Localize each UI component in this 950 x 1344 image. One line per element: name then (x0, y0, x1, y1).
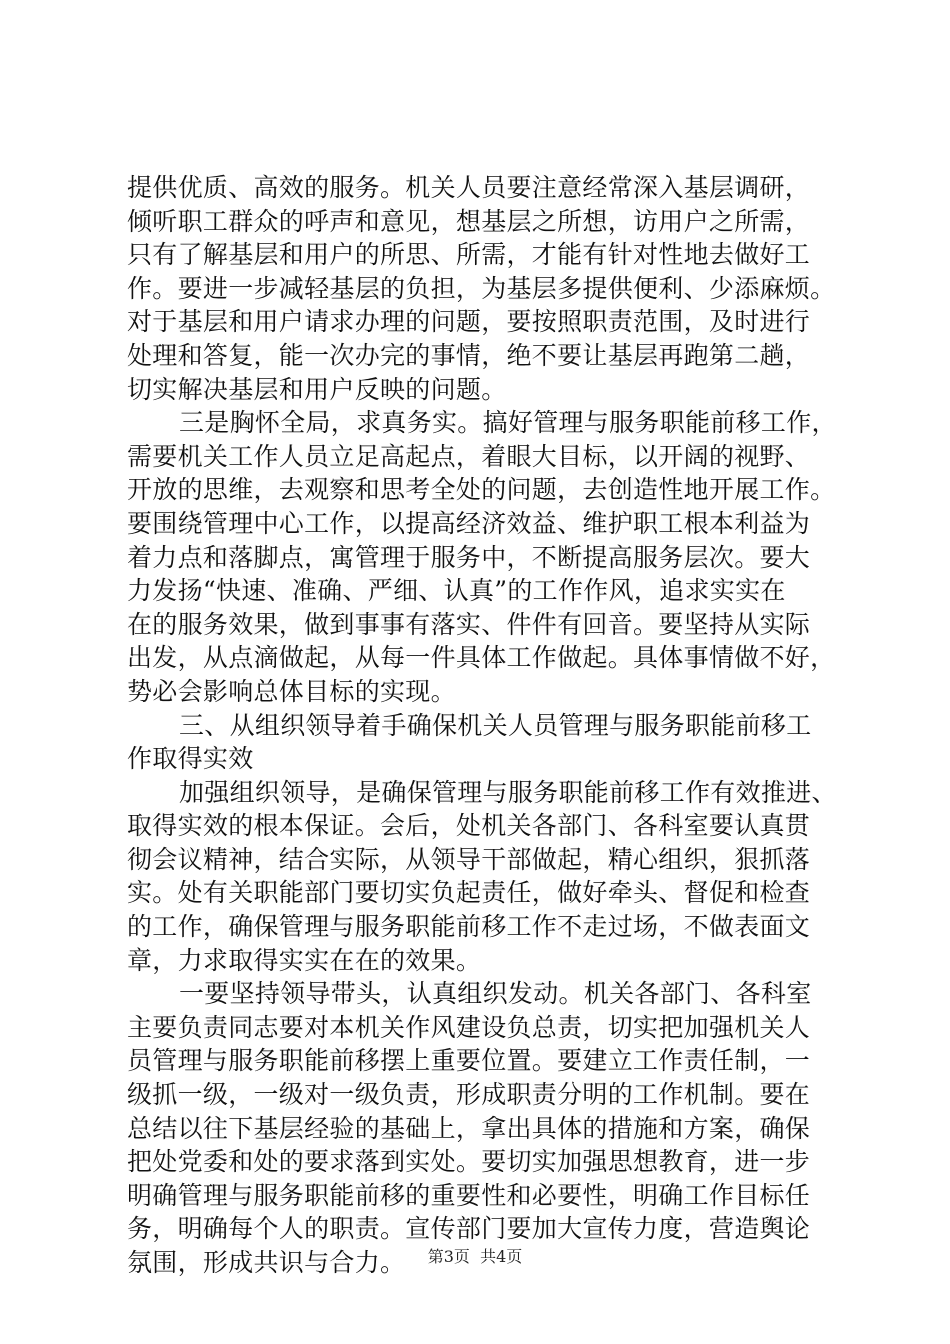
text-line: 把处党委和处的要求落到实处。要切实加强思想教育，进一步 (127, 1147, 811, 1177)
text-line: 章，力求取得实实在在的效果。 (127, 945, 482, 975)
page-number-footer: 第3页 共4页 (427, 1247, 523, 1266)
text-line: 提供优质、高效的服务。机关人员要注意经常深入基层调研， (127, 173, 811, 202)
text-line: 需要机关工作人员立足高起点，着眼大目标，以开阔的视野、 (127, 441, 811, 471)
text-line: 级抓一级，一级对一级负责，形成职责分明的工作机制。要在 (127, 1080, 811, 1110)
text-line: 主要负责同志要对本机关作风建设负总责，切实把加强机关人 (127, 1012, 811, 1042)
text-line: 出发，从点滴做起，从每一件具体工作做起。具体事情做不好， (127, 643, 836, 673)
text-line: 处理和答复，能一次办完的事情，绝不要让基层再跑第二趟， (127, 340, 811, 370)
text-line: 三、从组织领导着手确保机关人员管理与服务职能前移工 (179, 710, 812, 740)
text-line: 倾听职工群众的呼声和意见，想基层之所想，访用户之所需， (127, 206, 811, 236)
text-line: 只有了解基层和用户的所思、所需，才能有针对性地去做好工 (127, 240, 811, 270)
text-line: 势必会影响总体目标的实现。 (127, 676, 456, 706)
text-line: 实。处有关职能部门要切实负起责任，做好牵头、督促和检查 (127, 878, 811, 908)
text-line: 着力点和落脚点，寓管理于服务中，不断提高服务层次。要大 (127, 542, 811, 572)
text-line: 总结以往下基层经验的基础上，拿出具体的措施和方案，确保 (127, 1113, 811, 1143)
text-line: 力发扬“快速、准确、严细、认真”的工作作风，追求实实在 (127, 576, 786, 606)
text-line: 开放的思维，去观察和思考全处的问题，去创造性地开展工作。 (127, 475, 836, 505)
text-line: 加强组织领导，是确保管理与服务职能前移工作有效推进、 (179, 777, 837, 807)
text-line: 彻会议精神，结合实际，从领导干部做起，精心组织，狠抓落 (127, 844, 811, 874)
text-line: 务，明确每个人的职责。宣传部门要加大宣传力度，营造舆论 (127, 1214, 811, 1244)
text-line: 作。要进一步减轻基层的负担，为基层多提供便利、少添麻烦。 (127, 273, 836, 303)
text-line: 作取得实效 (127, 744, 254, 774)
text-line: 切实解决基层和用户反映的问题。 (127, 374, 507, 404)
text-line: 对于基层和用户请求办理的问题，要按照职责范围，及时进行 (127, 307, 811, 337)
text-line: 一要坚持领导带头，认真组织发动。机关各部门、各科室 (179, 979, 812, 1009)
text-line: 明确管理与服务职能前移的重要性和必要性，明确工作目标任 (127, 1180, 811, 1210)
text-line: 在的服务效果，做到事事有落实、件件有回音。要坚持从实际 (127, 609, 811, 639)
text-line: 员管理与服务职能前移摆上重要位置。要建立工作责任制，一 (127, 1046, 811, 1076)
text-line: 的工作，确保管理与服务职能前移工作不走过场，不做表面文 (127, 912, 811, 942)
text-line: 要围绕管理中心工作，以提高经济效益、维护职工根本利益为 (127, 508, 811, 538)
text-line: 取得实效的根本保证。会后，处机关各部门、各科室要认真贯 (127, 811, 811, 841)
body-text (127, 171, 859, 1280)
text-line: 三是胸怀全局，求真务实。搞好管理与服务职能前移工作， (179, 408, 837, 438)
text-line: 氛围，形成共识与合力。 (127, 1248, 406, 1277)
